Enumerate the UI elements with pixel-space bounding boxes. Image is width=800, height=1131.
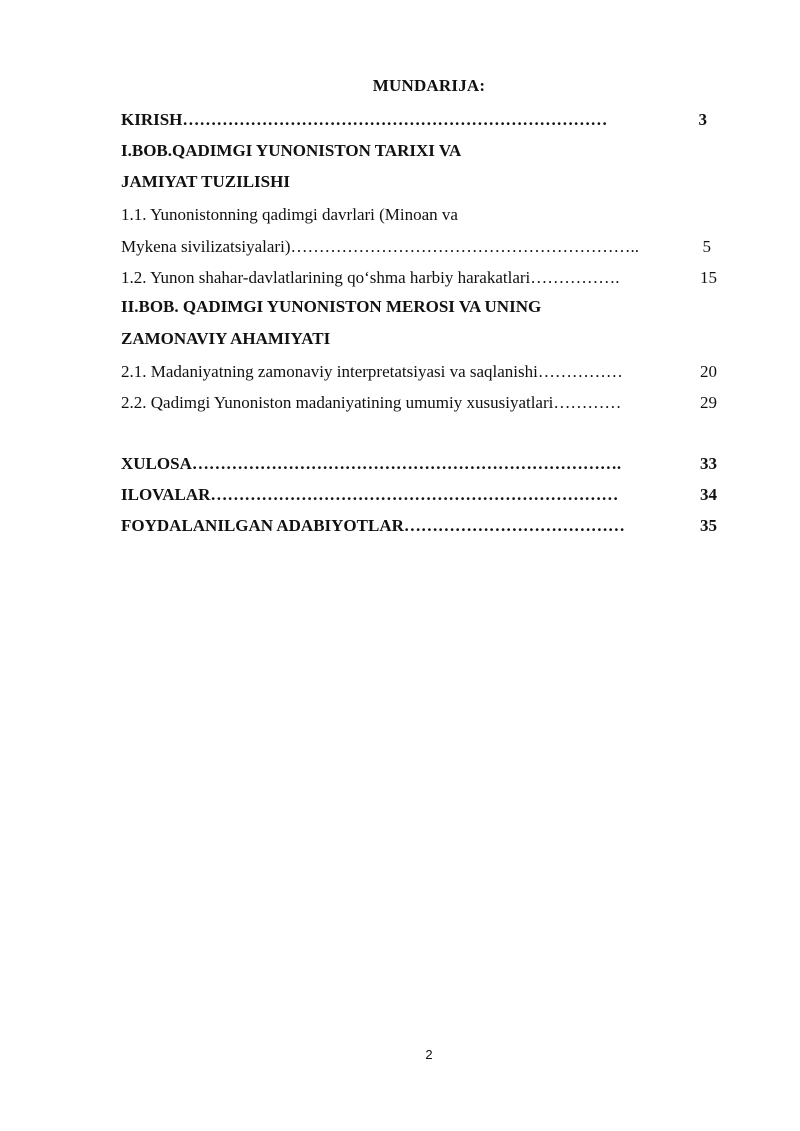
toc-entry-page: 29	[700, 393, 717, 412]
toc-chapter-text: I.BOB.QADIMGI YUNONISTON TARIXI VA	[121, 141, 462, 160]
toc-title: MUNDARIJA:	[372, 76, 486, 95]
toc-chapter-2-line-2	[121, 328, 717, 350]
toc-entry-1-1-line-1	[121, 204, 717, 226]
toc-entry-kirish	[121, 109, 717, 131]
toc-entry-xulosa	[121, 453, 717, 475]
toc-entry-text: Mykena sivilizatsiyalari)……………………………………………………..	[121, 237, 639, 256]
toc-chapter-2-line-1	[121, 296, 717, 318]
toc-chapter-text: ZAMONAVIY AHAMIYATI	[121, 329, 331, 348]
toc-entry-page: 34	[700, 485, 717, 504]
toc-entry-text: 2.2. Qadimgi Yunoniston madaniyatining umumiy xususiyatlari…………	[121, 393, 622, 412]
toc-entry-1-2	[121, 267, 717, 289]
toc-chapter-text: II.BOB. QADIMGI YUNONISTON MEROSI VA UNING	[121, 297, 542, 316]
toc-entry-text: 2.1. Madaniyatning zamonaviy interpretatsiyasi va saqlanishi……………	[121, 362, 623, 381]
toc-chapter-1-line-2	[121, 171, 717, 193]
toc-chapter-1-line-1	[121, 140, 717, 162]
toc-entry-page: 20	[700, 362, 717, 381]
toc-entry-1-1-line-2	[121, 236, 717, 258]
page-number: 2	[425, 1047, 433, 1062]
toc-entry-ilovalar	[121, 484, 717, 506]
toc-entry-page: 5	[702, 237, 711, 256]
toc-entry-2-2	[121, 392, 717, 414]
toc-entry-text: XULOSA………………………………………………………………….	[121, 454, 622, 473]
toc-entry-page: 33	[700, 454, 717, 473]
toc-chapter-text: JAMIYAT TUZILISHI	[121, 172, 290, 191]
toc-entry-text: ILOVALAR………………………………………………………………	[121, 485, 619, 504]
toc-entry-page: 35	[700, 516, 717, 535]
toc-entry-text: FOYDALANILGAN ADABIYOTLAR…………………………………	[121, 516, 625, 535]
toc-entry-2-1	[121, 361, 717, 383]
toc-entry-page: 15	[700, 268, 717, 287]
toc-entry-page: 3	[698, 110, 707, 129]
toc-entry-text: 1.1. Yunonistonning qadimgi davrlari (Minoan va	[121, 205, 458, 224]
toc-entry-text: 1.2. Yunon shahar-davlatlarining qoʻshma harbiy harakatlari…………….	[121, 268, 620, 287]
toc-entry-adabiyotlar	[121, 515, 717, 537]
toc-entry-text: KIRISH…………………………………………………………………	[121, 110, 608, 129]
